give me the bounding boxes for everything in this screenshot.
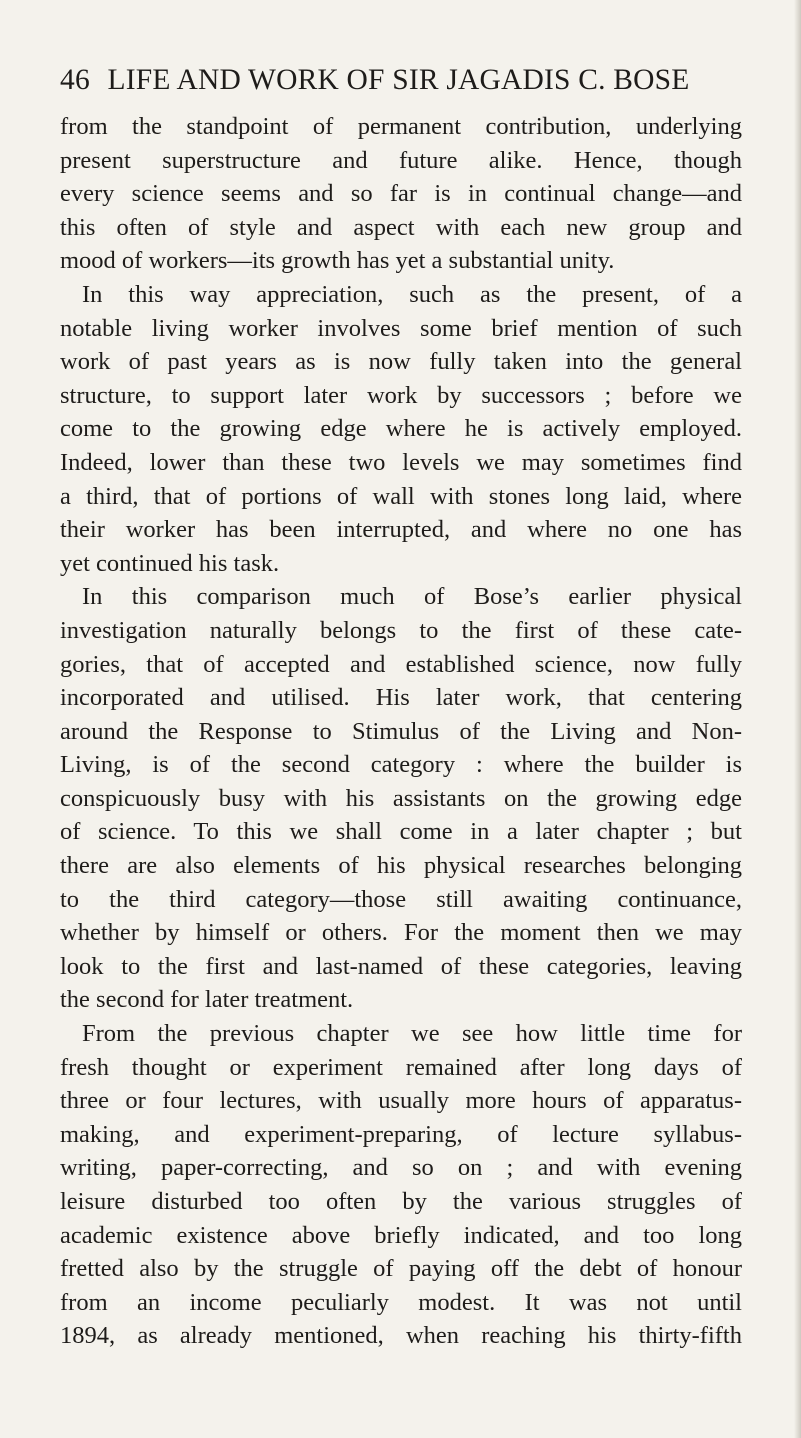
text-line: investigation naturally belongs to the first of these cate- bbox=[60, 616, 742, 644]
text-line: three or four lectures, with usually more hours of apparatus- bbox=[60, 1087, 742, 1115]
text-line: Indeed, lower than these two levels we may sometimes find bbox=[60, 448, 742, 476]
text-line: From the previous chapter we see how little time for bbox=[82, 1020, 742, 1048]
text-line: fretted also by the struggle of paying off the debt of honour bbox=[60, 1255, 742, 1283]
text-line: structure, to support later work by successors ; before we bbox=[60, 381, 742, 409]
body-text bbox=[60, 110, 742, 1353]
text-line: writing, paper-correcting, and so on ; and with evening bbox=[60, 1154, 742, 1182]
text-line: present superstructure and future alike. Hence, though bbox=[60, 146, 742, 174]
text-line: from the standpoint of permanent contribution, underlying bbox=[60, 113, 742, 140]
text-line: gories, that of accepted and established science, now fully bbox=[60, 650, 742, 678]
text-line: In this way appreciation, such as the present, of a bbox=[82, 280, 742, 308]
text-line: academic existence above briefly indicated, and too long bbox=[60, 1221, 742, 1249]
text-line: to the third category—those still awaiting continuance, bbox=[60, 885, 742, 913]
text-line: come to the growing edge where he is actively employed. bbox=[60, 415, 742, 443]
text-line: this often of style and aspect with each new group and bbox=[60, 213, 742, 241]
page-number: 46 bbox=[60, 64, 90, 96]
text-line: there are also elements of his physical researches belonging bbox=[60, 852, 742, 880]
text-line: making, and experiment-preparing, of lecture syllabus- bbox=[60, 1120, 742, 1148]
page-edge-shadow bbox=[794, 0, 801, 1438]
text-line: their worker has been interrupted, and where no one has bbox=[60, 516, 742, 544]
text-line: fresh thought or experiment remained after long days of bbox=[60, 1053, 742, 1081]
text-line: every science seems and so far is in continual change—and bbox=[60, 180, 742, 208]
text-line: notable living worker involves some brief mention of such bbox=[60, 314, 742, 342]
text-line: Living, is of the second category : where the builder is bbox=[60, 751, 742, 779]
text-line: around the Response to Stimulus of the Living and Non- bbox=[60, 717, 742, 745]
text-line: 1894, as already mentioned, when reaching his thirty-fifth bbox=[60, 1322, 742, 1350]
text-line: the second for later treatment. bbox=[60, 986, 354, 1014]
running-title: LIFE AND WORK OF SIR JAGADIS C. BOSE bbox=[107, 64, 690, 96]
text-line: mood of workers—its growth has yet a substantial unity. bbox=[60, 247, 615, 275]
text-line: conspicuously busy with his assistants on the growing edge bbox=[60, 784, 742, 812]
text-line: incorporated and utilised. His later work, that centering bbox=[60, 684, 742, 712]
text-line: yet continued his task. bbox=[60, 549, 280, 577]
text-line: look to the first and last-named of these categories, leaving bbox=[60, 952, 742, 980]
text-line: work of past years as is now fully taken into the general bbox=[60, 348, 742, 376]
text-line: leisure disturbed too often by the various struggles of bbox=[60, 1188, 742, 1215]
text-line: a third, that of portions of wall with stones long laid, where bbox=[60, 482, 742, 510]
running-header bbox=[60, 64, 740, 104]
text-line: of science. To this we shall come in a later chapter ; but bbox=[60, 818, 742, 846]
text-line: In this comparison much of Bose’s earlier physical bbox=[82, 583, 742, 611]
text-line: whether by himself or others. For the moment then we may bbox=[60, 919, 742, 947]
text-line: from an income peculiarly modest. It was not until bbox=[60, 1288, 742, 1316]
